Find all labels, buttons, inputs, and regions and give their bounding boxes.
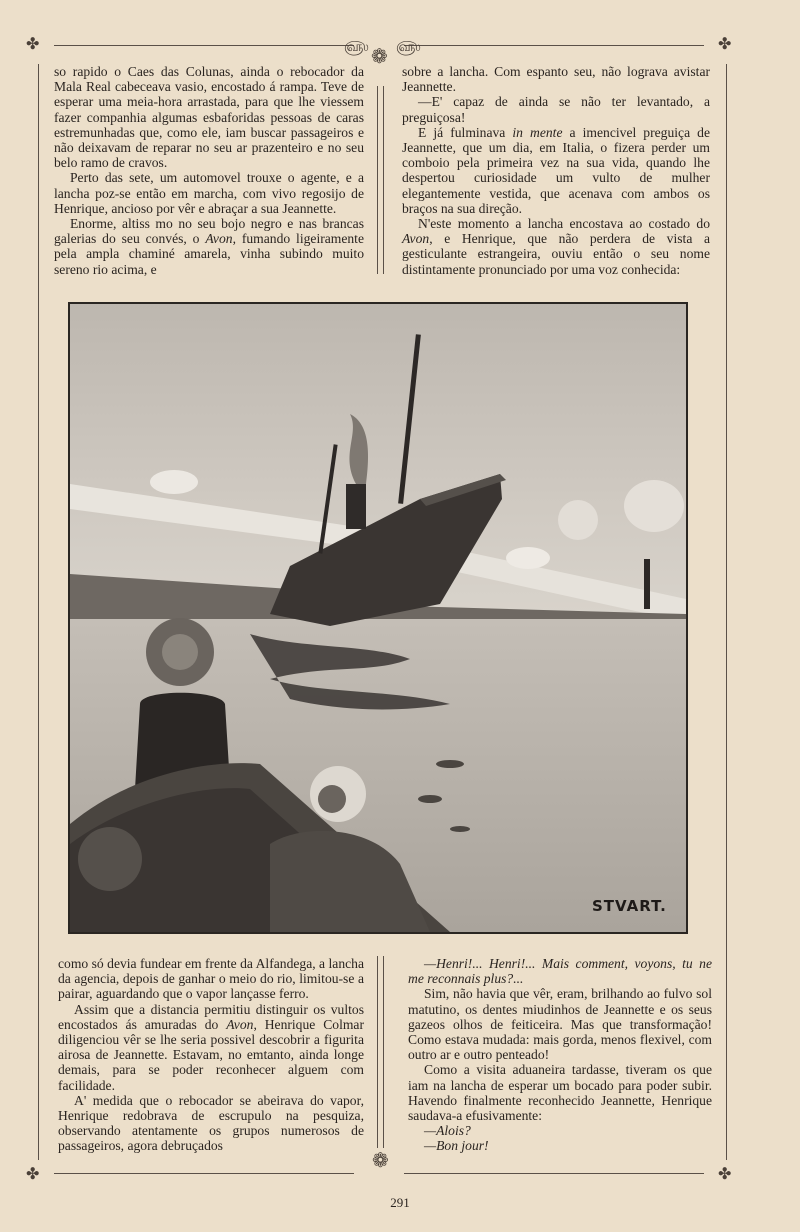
paragraph: A' medida que o rebocador se abeirava do vapor, Henrique redobrava de escrupulo na pesquiza, observando atentamente os grupos numerosos de passageiros, agora debruçados <box>58 1092 364 1154</box>
column-divider <box>383 86 384 274</box>
text-run: N'este momento a lancha encostava ao costado do <box>418 216 710 232</box>
paragraph: so rapido o Caes das Colunas, ainda o rebocador da Mala Real cabeceava vasio, encostado á rampa. Teve de esperar uma meia-hora arrastada, para que lhe viessem fazer companhia algumas esbaforidas pessoas de caras estremunhadas que, como ele, iam buscar passageiros e não deixavam de reparar no seu ar prazenteiro e no seu belo ramo de cravos. <box>54 64 364 171</box>
text-run: Enorme, altiss mo no seu bojo negro e nas brancas galerias do seu convés, o <box>54 216 364 247</box>
ship-name: Avon <box>402 231 430 247</box>
text-column-top-right <box>402 64 710 277</box>
paragraph <box>58 1002 364 1093</box>
scroll-ornament-icon: ௵ <box>396 39 421 55</box>
frame-top-left-rule <box>54 45 354 46</box>
text-run: a imencivel preguiça de Jeannette, que um dia, em Italia, o fizera perder um comboio pela primeira vez na sua vida, quando lhe despertou curiosidade um vulto de mulher elegantemente vestida, que acenava com ambos os braços na sua direção. <box>402 124 710 216</box>
column-divider <box>377 956 378 1148</box>
ship-illustration <box>68 302 688 934</box>
paragraph <box>54 216 364 277</box>
dialogue-line: —Henri!... Henri!... Mais comment, voyons, tu ne me reconnais plus?... <box>408 956 712 987</box>
illustrator-signature: STVART. <box>592 897 667 915</box>
corner-flourish-icon: ✤ <box>718 34 732 53</box>
corner-flourish-icon: ✤ <box>26 34 40 53</box>
paragraph: Como a visita aduaneira tardasse, tiveram os que iam na lancha de esperar um bocado para poder subir. Havendo finalmente reconhecido Jeannette, Henrique saudava-a efusivamente: <box>408 1062 712 1124</box>
frame-bottom-right-rule <box>404 1173 704 1174</box>
corner-flourish-icon: ✤ <box>718 1164 732 1183</box>
text-run: , fumando ligeiramente pela ampla chaminé amarela, vinha subindo muito sereno rio acima, e <box>54 231 364 277</box>
text-run: , Henrique Colmar diligenciou vêr se lhe seria possivel descobrir a figurita airosa de Jeannette. Estavam, no emtanto, ainda longe demais, para se poder reconhecer alguem com facilidade. <box>58 1016 364 1093</box>
text-column-bottom-right <box>408 956 712 1154</box>
frame-left-rule <box>38 64 39 1160</box>
frame-right-rule <box>726 64 727 1160</box>
ship-name: Avon <box>205 231 233 247</box>
text-run: E já fulminava <box>418 124 513 140</box>
frame-top-right-rule <box>404 45 704 46</box>
paragraph: sobre a lancha. Com espanto seu, não lograva avistar Jeannette. <box>402 64 710 95</box>
text-run: , e Henrique, que não perdera de vista a gesticulante estrangeira, ouviu então o seu nome distintamente pronunciado por uma voz conhecida: <box>402 231 710 277</box>
paragraph <box>402 125 710 216</box>
page-number: 291 <box>390 1195 410 1210</box>
ship-name: Avon <box>226 1016 254 1032</box>
paragraph: como só devia fundear em frente da Alfandega, a lancha da agencia, depois de ganhar o meio do rio, limitou-se a pairar, aguardando que o vapor lançasse ferro. <box>58 956 364 1002</box>
center-flourish-icon: ❁ <box>372 1148 389 1172</box>
text-run: Assim que a distancia permitiu distinguir os vultos encostados ás amuradas do <box>58 1001 364 1032</box>
italic-phrase: in mente <box>512 124 563 140</box>
paragraph: Sim, não havia que vêr, eram, brilhando ao fulvo sol matutino, os dentes miudinhos de Jeannette e os seus gazeos olhos de feiticeira. Mas que transformação! Como estava mudada: mais gorda, menos flexivel, com outro ar e outro penteado! <box>408 986 712 1063</box>
paragraph <box>402 216 710 277</box>
column-divider <box>383 956 384 1148</box>
paragraph: —E' capaz de ainda se não ter levantado, a preguiçosa! <box>402 94 710 125</box>
text-column-top-left <box>54 64 364 277</box>
dialogue-line: —Alois? <box>424 1123 471 1139</box>
center-flourish-icon: ❁ <box>371 44 388 68</box>
corner-flourish-icon: ✤ <box>26 1164 40 1183</box>
text-column-bottom-left <box>58 956 364 1154</box>
illustration-artwork <box>70 304 686 932</box>
scroll-ornament-icon: ௵ <box>344 39 369 55</box>
frame-bottom-left-rule <box>54 1173 354 1174</box>
paragraph: Perto das sete, um automovel trouxe o agente, e a lancha poz-se então em marcha, com vivo regosijo de Henrique, ancioso por vêr e abraçar a sua Jeannette. <box>54 170 364 216</box>
dialogue-line: —Bon jour! <box>424 1138 489 1154</box>
column-divider <box>377 86 378 274</box>
